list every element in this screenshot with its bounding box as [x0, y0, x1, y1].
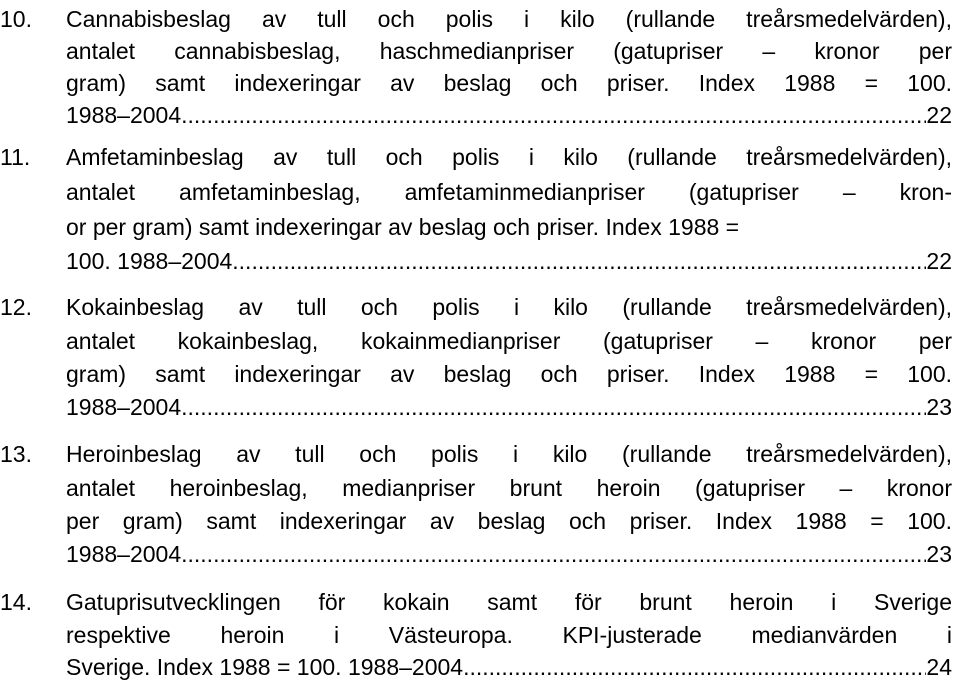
entry-title-line: Cannabisbeslag av tull och polis i kilo (rullande treårsmedelvärden),	[66, 6, 952, 32]
entry-number: 13.	[0, 441, 32, 467]
entry-title-line: per gram) samt indexeringar av beslag och priser. Index 1988 = 100.	[66, 508, 952, 534]
entry-title-line: 1988–2004.	[66, 394, 188, 420]
entry-last-line	[66, 98, 952, 132]
entry-title-line: Heroinbeslag av tull och polis i kilo (rullande treårsmedelvärden),	[66, 441, 952, 467]
entry-title-line: Gatuprisutvecklingen för kokain samt för brunt heroin i Sverige	[66, 589, 952, 615]
entry-last-line	[66, 650, 952, 684]
dot-leader	[188, 98, 927, 132]
dot-leader	[239, 244, 927, 278]
dot-leader	[188, 390, 927, 424]
page-number: 22	[926, 248, 952, 274]
entry-title-line: 1988–2004.	[66, 541, 188, 567]
entry-title-line: 100. 1988–2004.	[66, 248, 239, 274]
entry-title-line: or per gram) samt indexeringar av beslag och priser. Index 1988 =	[66, 214, 740, 240]
page-number: 23	[926, 541, 952, 567]
entry-last-line	[66, 537, 952, 571]
entry-last-line	[66, 390, 952, 424]
entry-title-line: antalet cannabisbeslag, haschmedianpriser (gatupriser – kronor per	[66, 38, 952, 64]
entry-title-line: respektive heroin i Västeuropa. KPI-justerade medianvärden i	[66, 622, 952, 648]
entry-title-line: Amfetaminbeslag av tull och polis i kilo (rullande treårsmedelvärden),	[66, 144, 952, 170]
entry-number: 12.	[0, 294, 32, 320]
page-number: 24	[926, 654, 952, 680]
page-number: 23	[926, 394, 952, 420]
entry-number: 10.	[0, 6, 32, 32]
entry-title-line: antalet kokainbeslag, kokainmedianpriser (gatupriser – kronor per	[66, 328, 952, 354]
entry-last-line	[66, 244, 952, 278]
dot-leader	[469, 650, 926, 684]
entry-number: 14.	[0, 589, 32, 615]
entry-title-line: Sverige. Index 1988 = 100. 1988–2004.	[66, 654, 470, 680]
entry-title-line: antalet amfetaminbeslag, amfetaminmedianpriser (gatupriser – kron-	[66, 179, 952, 205]
dot-leader	[188, 537, 927, 571]
page-number: 22	[926, 102, 952, 128]
entry-title-line: gram) samt indexeringar av beslag och priser. Index 1988 = 100.	[66, 70, 952, 96]
entry-title-line: Kokainbeslag av tull och polis i kilo (rullande treårsmedelvärden),	[66, 294, 952, 320]
entry-title-line: gram) samt indexeringar av beslag och priser. Index 1988 = 100.	[66, 361, 952, 387]
entry-number: 11.	[0, 144, 31, 170]
entry-title-line: antalet heroinbeslag, medianpriser brunt heroin (gatupriser – kronor	[66, 475, 952, 501]
entry-title-line: 1988–2004.	[66, 102, 188, 128]
